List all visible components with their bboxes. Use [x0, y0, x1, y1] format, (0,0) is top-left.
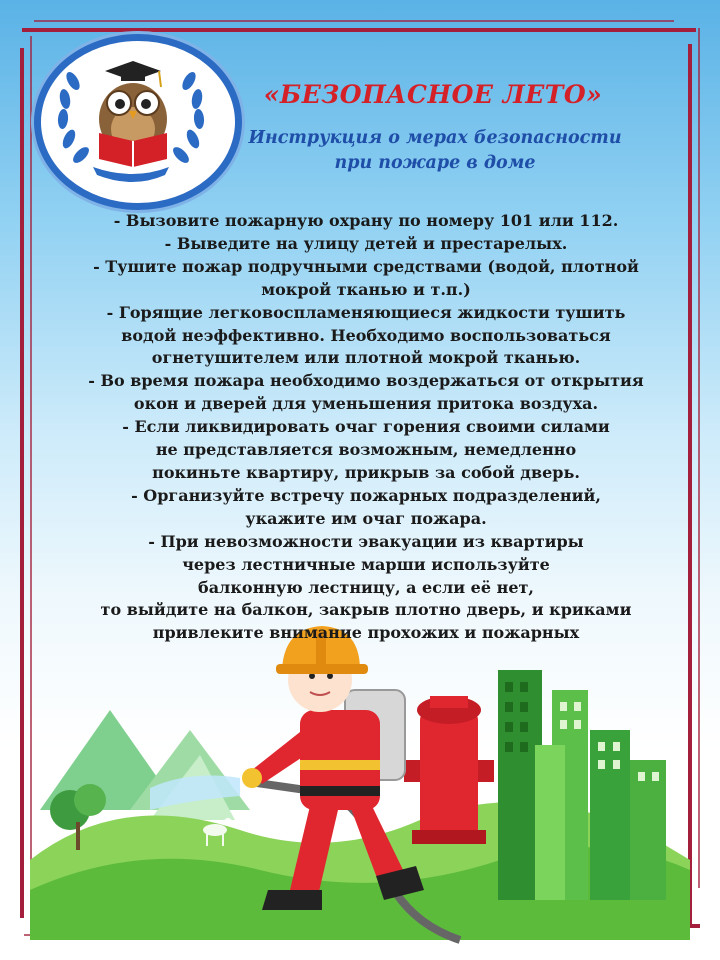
instruction-line: - Тушите пожар подручными средствами (водой, плотной [93, 256, 639, 276]
instruction-line: то выйдите на балкон, закрыв плотно дверь, и криками [100, 600, 632, 620]
instruction-line: - Вызовите пожарную охрану по номеру 101 или 112. [113, 211, 619, 230]
instruction-line: - Во время пожара необходимо воздержаться от открытия [88, 371, 644, 391]
instruction-line: - При невозможности эвакуации из квартиры [148, 531, 584, 551]
instruction-line: водой неэффективно. Необходимо воспользоваться [121, 325, 611, 345]
owl-reading-book-icon [41, 41, 221, 189]
instruction-line: - Если ликвидировать очаг горения своими силами [122, 417, 610, 437]
instruction-line: через лестничные марши используйте [182, 554, 550, 574]
instruction-line: покиньте квартиру, прикрыв за собой дверь. [152, 462, 580, 482]
instruction-line: - Горящие легковоспламеняющиеся жидкости тушить [106, 302, 626, 322]
instruction-line: окон и дверей для уменьшения притока воздуха. [133, 394, 599, 414]
instruction-line: привлеките внимание прохожих и пожарных [152, 623, 580, 643]
subtitle-line: Инструкция о мерах безопасности [248, 128, 622, 148]
city-buildings-icon [498, 670, 666, 900]
instructions-list [34, 210, 698, 645]
instruction-line: - Выведите на улицу детей и престарелых. [164, 233, 568, 253]
school-logo [34, 34, 242, 210]
instruction-line: мокрой тканью и т.п.) [261, 279, 471, 299]
instruction-line: не представляется возможным, немедленно [155, 440, 577, 460]
instruction-line: огнетушителем или плотной мокрой тканью. [151, 348, 581, 368]
instruction-line: балконную лестницу, а если её нет, [198, 577, 534, 597]
instruction-line: укажите им очаг пожара. [245, 508, 487, 528]
page-subtitle [230, 126, 640, 176]
subtitle-line: при пожаре в доме [334, 153, 536, 173]
instruction-line: - Организуйте встречу пожарных подразделений, [131, 485, 601, 505]
page-title: «БЕЗОПАСНОЕ ЛЕТО» [263, 80, 603, 109]
